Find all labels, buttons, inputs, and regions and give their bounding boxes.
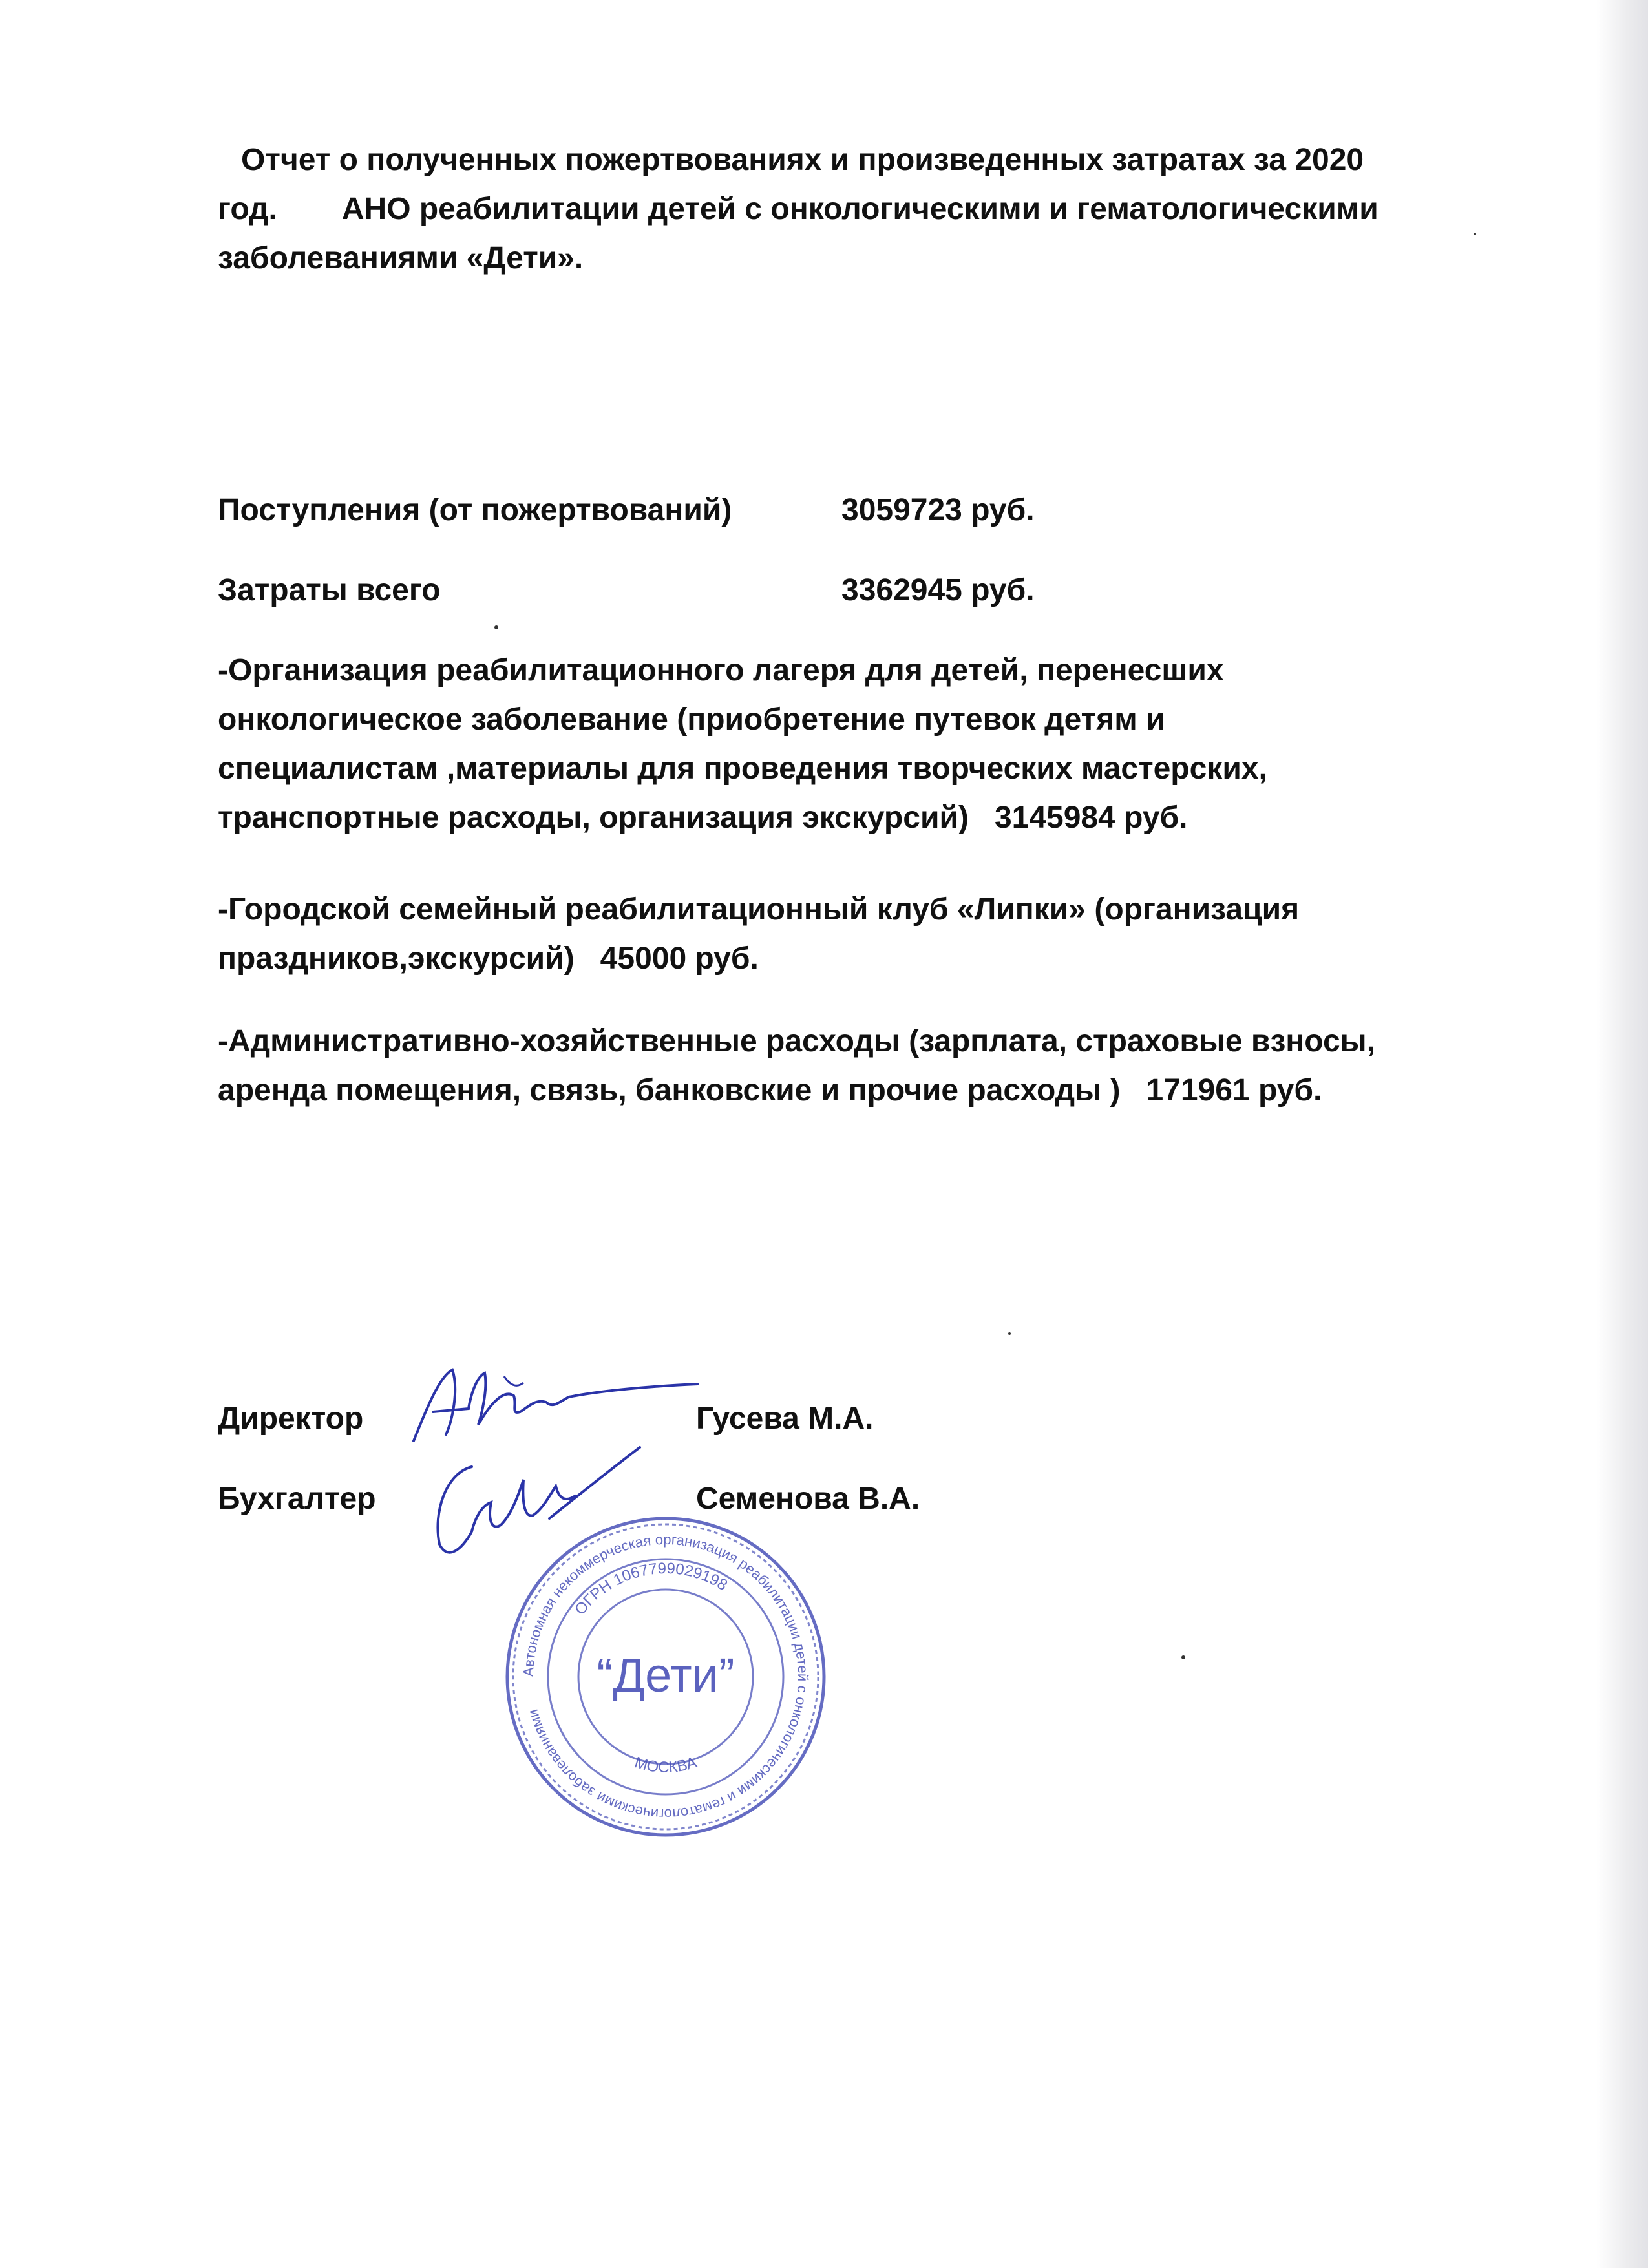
stamp-ring-text: Автономная некоммерческая организация реабилитации детей с онкологическими и гематологическими заболеваниями [520,1531,812,1823]
expense-item-text: аренда помещения, связь, банковские и прочие расходы ) [218,1073,1121,1108]
expense-item-text: специалистам ,материалы для проведения творческих мастерских, [218,751,1267,786]
expenses-value: 3362945 руб. [841,573,1035,607]
income-label: Поступления (от пожертвований) [218,493,732,527]
stamp-ogrn: ОГРН 1067799029198 [571,1559,731,1619]
stamp-center-text: “Дети” [597,1648,735,1702]
title-line-1: Отчет о полученных пожертвованиях и произведенных затратах за 2020 [241,143,1364,177]
income-row [218,486,1035,535]
expense-item-amount: 3145984 руб. [994,801,1188,835]
expenses-row [218,566,1035,615]
accountant-signature-row [218,1475,920,1524]
svg-text:МОСКВА [633,1754,699,1776]
expense-item-amount: 45000 руб. [600,941,759,976]
expense-item-camp [218,646,1497,843]
title-line-2b: АНО реабилитации детей с онкологическими и гематологическими [341,192,1379,226]
scan-speck [1008,1332,1011,1335]
expense-item-text: транспортные расходы, организация экскурсий) [218,801,969,835]
accountant-name: Семенова В.А. [696,1482,920,1516]
stamp-city: МОСКВА [632,1754,699,1777]
scan-speck [494,625,498,629]
accountant-label: Бухгалтер [218,1482,376,1516]
expenses-label: Затраты всего [218,573,441,607]
scan-speck [1474,233,1476,235]
expense-item-text: -Организация реабилитационного лагеря для детей, перенесших [218,653,1224,688]
expense-item-text: онкологическое заболевание (приобретение путевок детям и [218,702,1165,737]
expense-item-text: -Административно-хозяйственные расходы (зарплата, страховые взносы, [218,1024,1375,1058]
director-signature-row [218,1394,874,1444]
expense-item-club [218,885,1497,983]
organization-stamp [501,1512,830,1842]
scan-speck [1181,1655,1185,1659]
director-label: Директор [218,1402,364,1436]
director-name: Гусева М.А. [696,1402,874,1436]
expense-item-admin [218,1017,1497,1115]
expense-item-amount: 171961 руб. [1146,1073,1322,1108]
svg-text:ОГРН 1067799029198 [571,1560,730,1619]
document-title-block [218,136,1497,283]
title-line-2a: год. [218,192,277,226]
title-line-3: заболеваниями «Дети». [218,241,584,275]
document-title [218,136,1497,283]
expense-item-text: -Городской семейный реабилитационный клуб «Липки» (организация [218,892,1300,927]
income-value: 3059723 руб. [841,493,1035,527]
page-edge [1596,0,1648,2268]
expense-item-text: праздников,экскурсий) [218,941,575,976]
